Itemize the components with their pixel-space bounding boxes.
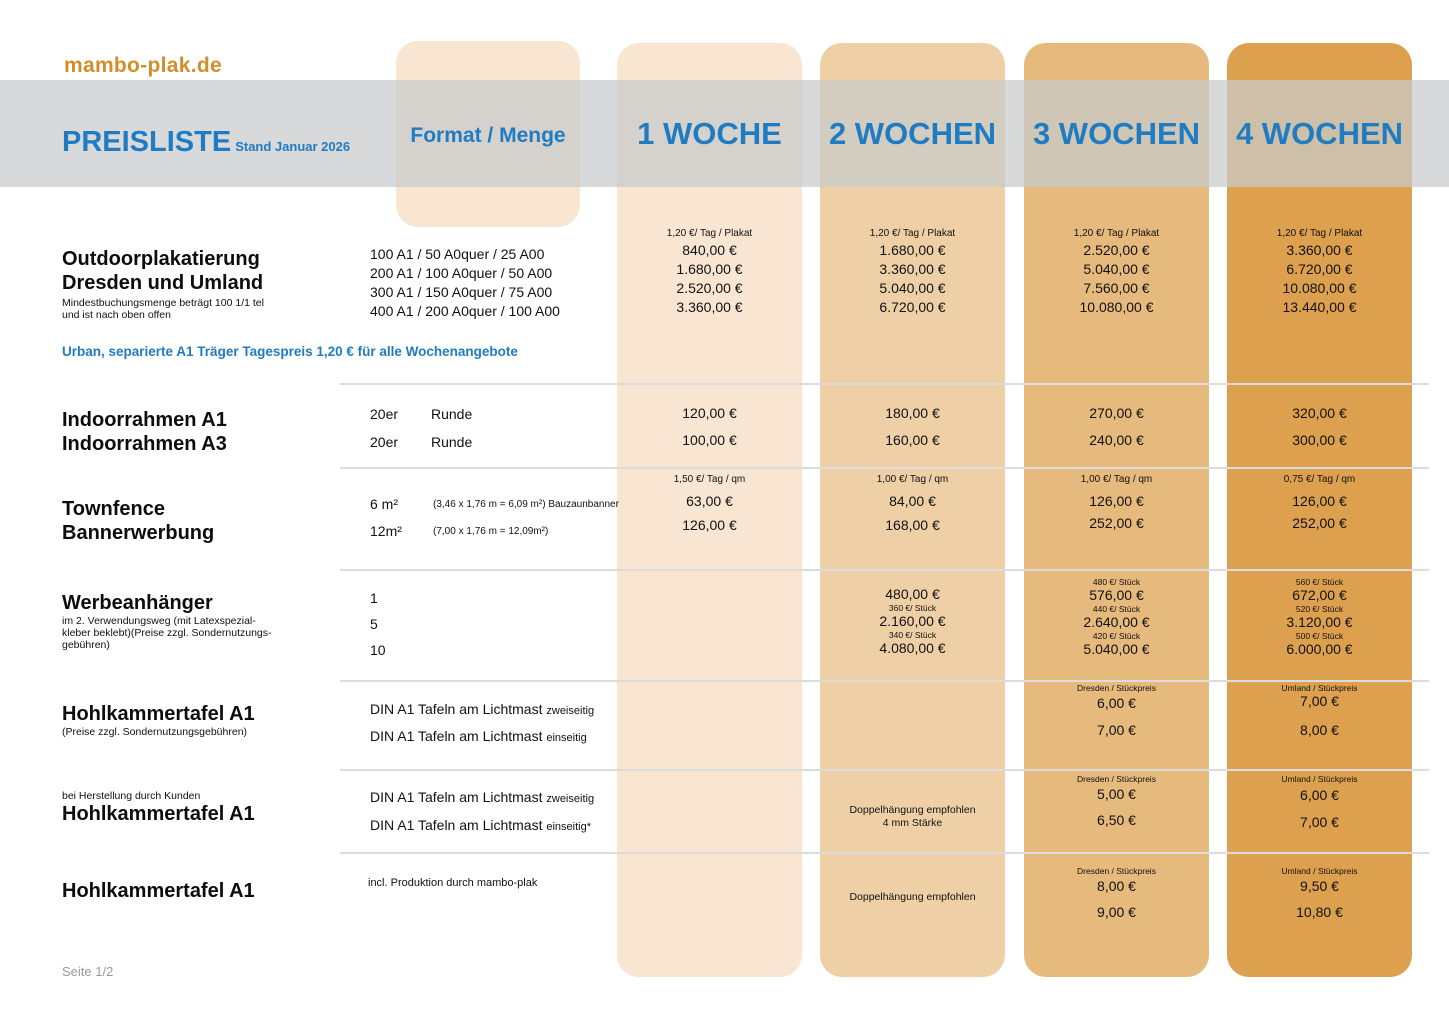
price: 84,00 €	[889, 493, 936, 509]
outdoor-week3-prices	[1024, 227, 1209, 317]
unit-price-label: 520 €/ Stück	[1295, 604, 1344, 614]
townfence-title	[62, 497, 214, 545]
unit-price-label: 500 €/ Stück	[1295, 631, 1344, 641]
umland-label: Umland / Stückpreis	[1281, 866, 1358, 876]
townfence-title-line2: Bannerwerbung	[62, 522, 215, 544]
hk1-format-label: DIN A1 Tafeln am Lichtmast	[370, 728, 543, 744]
outdoor-title-line1: Outdoorplakatierung	[62, 248, 260, 270]
price: 10.080,00 €	[1282, 280, 1357, 296]
outdoor-format: 400 A1 / 200 A0quer / 100 A00	[370, 303, 560, 319]
hk1-title: Hohlkammertafel A1	[62, 703, 255, 725]
price: 2.160,00 €	[879, 613, 946, 629]
townfence-size-12: 12m²	[370, 523, 402, 539]
title-text: PREISLISTE	[62, 126, 232, 158]
week3-header: 3 WOCHEN	[1032, 116, 1201, 151]
format-header: Format / Menge	[410, 124, 566, 147]
umland-label: Umland / Stückpreis	[1281, 774, 1358, 784]
row-divider	[340, 852, 1429, 854]
price: 7.560,00 €	[1083, 280, 1150, 296]
price: 7,00 €	[1097, 722, 1136, 738]
price: 63,00 €	[686, 493, 733, 509]
price: 2.520,00 €	[676, 280, 743, 296]
price: 1.680,00 €	[879, 242, 946, 258]
hk2-week2-note	[820, 804, 1005, 830]
week2-header: 2 WOCHEN	[828, 116, 997, 151]
price: 9,50 €	[1300, 878, 1339, 894]
werbeanhaenger-title: Werbeanhänger	[62, 592, 213, 614]
hk2-format	[370, 789, 594, 805]
price: 240,00 €	[1089, 432, 1144, 448]
row-divider	[340, 383, 1429, 385]
hk2-format-label: DIN A1 Tafeln am Lichtmast	[370, 817, 543, 833]
price: 480,00 €	[885, 586, 940, 602]
price: 10.080,00 €	[1079, 299, 1154, 315]
hk2-format-label: DIN A1 Tafeln am Lichtmast	[370, 789, 543, 805]
page-title	[62, 126, 350, 159]
hk1-format-label: DIN A1 Tafeln am Lichtmast	[370, 701, 543, 717]
unit-price-label: 340 €/ Stück	[888, 630, 937, 640]
stand-date: Stand Januar 2026	[235, 139, 351, 154]
price: 3.360,00 €	[879, 261, 946, 277]
indoor-qty: 20er	[370, 406, 399, 422]
indoor-title	[62, 408, 227, 456]
umland-label: Umland / Stückpreis	[1281, 683, 1358, 693]
price: 3.360,00 €	[1286, 242, 1353, 258]
werbeanhaenger-qty: 10	[370, 642, 386, 658]
week4-header: 4 WOCHEN	[1235, 116, 1404, 151]
rate-label: 1,20 €/ Tag / Plakat	[1073, 228, 1160, 239]
price: 300,00 €	[1292, 432, 1347, 448]
outdoor-note-line2: und ist nach oben offen	[62, 309, 171, 321]
brand-logo[interactable]: mambo-plak.de	[64, 54, 222, 77]
hk3-format: incl. Produktion durch mambo-plak	[368, 877, 538, 889]
rate-label: 1,20 €/ Tag / Plakat	[1276, 228, 1363, 239]
werbeanhaenger-note-line: gebühren)	[62, 639, 110, 651]
hk2-format-side: einseitig*	[546, 821, 592, 833]
hk1-umland	[1227, 683, 1412, 738]
price: 9,00 €	[1097, 904, 1136, 920]
price: 1.680,00 €	[676, 261, 743, 277]
hk2-format-side: zweiseitig	[546, 793, 595, 805]
price: 252,00 €	[1292, 515, 1347, 531]
price: 6.720,00 €	[1286, 261, 1353, 277]
hk1-dresden	[1024, 683, 1209, 738]
outdoor-note	[62, 297, 264, 321]
price: 7,00 €	[1300, 693, 1339, 709]
hk3-dresden	[1024, 866, 1209, 920]
price: 5.040,00 €	[1083, 641, 1150, 657]
price: 120,00 €	[682, 405, 737, 421]
price: 8,00 €	[1300, 722, 1339, 738]
price: 6.000,00 €	[1286, 641, 1353, 657]
price: 5.040,00 €	[1083, 261, 1150, 277]
price: 5.040,00 €	[879, 280, 946, 296]
rate-label: 1,00 €/ Tag / qm	[876, 474, 949, 485]
price: 6,50 €	[1097, 812, 1136, 828]
hk2-note-line: 4 mm Stärke	[882, 817, 943, 829]
price: 840,00 €	[682, 242, 737, 258]
hk1-format-side: einseitig	[546, 732, 587, 744]
price: 6.720,00 €	[879, 299, 946, 315]
price: 180,00 €	[885, 405, 940, 421]
price: 13.440,00 €	[1282, 299, 1357, 315]
indoor-unit: Runde	[431, 434, 473, 450]
price: 7,00 €	[1300, 814, 1339, 830]
price: 126,00 €	[1292, 493, 1347, 509]
werbeanhaenger-note-line: kleber beklebt)(Preise zzgl. Sondernutzungs-	[62, 627, 272, 639]
outdoor-format: 200 A1 / 100 A0quer / 50 A00	[370, 265, 553, 281]
outdoor-week1-prices	[617, 227, 802, 317]
werbeanhaenger-week3	[1024, 577, 1209, 658]
unit-price-label: 560 €/ Stück	[1295, 577, 1344, 587]
werbeanhaenger-week2	[820, 586, 1005, 657]
price: 6,00 €	[1097, 695, 1136, 711]
unit-price-label: 480 €/ Stück	[1092, 577, 1141, 587]
dresden-label: Dresden / Stückpreis	[1077, 774, 1156, 784]
row-divider	[340, 680, 1429, 682]
werbeanhaenger-qty: 1	[370, 590, 378, 606]
hk2-pre-note: bei Herstellung durch Kunden	[62, 790, 201, 802]
row-divider	[340, 569, 1429, 571]
price: 252,00 €	[1089, 515, 1144, 531]
row-divider	[340, 769, 1429, 771]
unit-price-label: 420 €/ Stück	[1092, 631, 1141, 641]
page-number: Seite 1/2	[62, 964, 114, 979]
price: 10,80 €	[1296, 904, 1343, 920]
townfence-size-6-note: (3,46 x 1,76 m = 6,09 m²) Bauzaunbanner	[433, 499, 619, 510]
outdoor-week2-prices	[820, 227, 1005, 317]
row-divider	[340, 467, 1429, 469]
hk1-note: (Preise zzgl. Sondernutzungsgebühren)	[62, 726, 248, 738]
townfence-title-line1: Townfence	[62, 498, 165, 520]
werbeanhaenger-note	[62, 615, 272, 651]
price: 160,00 €	[885, 432, 940, 448]
outdoor-week4-prices	[1227, 227, 1412, 317]
hk2-format	[370, 817, 591, 833]
rate-label: 1,00 €/ Tag / qm	[1080, 474, 1153, 485]
outdoor-title-line2: Dresden und Umland	[62, 272, 264, 294]
indoor-qty: 20er	[370, 434, 399, 450]
rate-label: 0,75 €/ Tag / qm	[1283, 474, 1356, 485]
unit-price-label: 440 €/ Stück	[1092, 604, 1141, 614]
price: 126,00 €	[1089, 493, 1144, 509]
werbeanhaenger-qty: 5	[370, 616, 378, 632]
hk1-format	[370, 728, 587, 744]
dresden-label: Dresden / Stückpreis	[1077, 866, 1156, 876]
price: 576,00 €	[1089, 587, 1144, 603]
price: 126,00 €	[682, 517, 737, 533]
werbeanhaenger-note-line: im 2. Verwendungsweg (mit Latexspezial-	[62, 615, 256, 627]
price: 5,00 €	[1097, 786, 1136, 802]
price: 168,00 €	[885, 517, 940, 533]
hk2-umland	[1227, 774, 1412, 830]
hk2-title: Hohlkammertafel A1	[62, 803, 255, 825]
price: 3.360,00 €	[676, 299, 743, 315]
price: 3.120,00 €	[1286, 614, 1353, 630]
outdoor-format-list	[370, 245, 560, 321]
price: 4.080,00 €	[879, 640, 946, 656]
indoor-title-a3: Indoorrahmen A3	[62, 433, 227, 455]
price: 100,00 €	[682, 432, 737, 448]
outdoor-note-line1: Mindestbuchungsmenge beträgt 100 1/1 tel	[62, 297, 264, 309]
dresden-label: Dresden / Stückpreis	[1077, 683, 1156, 693]
rate-label: 1,20 €/ Tag / Plakat	[666, 228, 753, 239]
price: 270,00 €	[1089, 405, 1144, 421]
hk1-format	[370, 701, 594, 717]
outdoor-title	[62, 247, 263, 295]
hk2-dresden	[1024, 774, 1209, 828]
hk3-umland	[1227, 866, 1412, 920]
hk3-title: Hohlkammertafel A1	[62, 880, 255, 902]
price: 8,00 €	[1097, 878, 1136, 894]
hk3-week2-note: Doppelhängung empfohlen	[849, 891, 976, 903]
indoor-unit: Runde	[431, 406, 473, 422]
outdoor-format: 100 A1 / 50 A0quer / 25 A00	[370, 246, 545, 262]
indoor-title-a1: Indoorrahmen A1	[62, 409, 227, 431]
price: 672,00 €	[1292, 587, 1347, 603]
rate-label: 1,20 €/ Tag / Plakat	[869, 228, 956, 239]
werbeanhaenger-week4	[1227, 577, 1412, 658]
hk1-format-side: zweiseitig	[546, 705, 595, 717]
unit-price-label: 360 €/ Stück	[888, 603, 937, 613]
outdoor-format: 300 A1 / 150 A0quer / 75 A00	[370, 284, 553, 300]
price: 2.520,00 €	[1083, 242, 1150, 258]
price: 6,00 €	[1300, 787, 1339, 803]
urban-note: Urban, separierte A1 Träger Tagespreis 1,20 € für alle Wochenangebote	[62, 344, 518, 359]
townfence-size-12-note: (7,00 x 1,76 m = 12,09m²)	[433, 526, 549, 537]
hk2-note-line: Doppelhängung empfohlen	[849, 804, 976, 816]
price: 320,00 €	[1292, 405, 1347, 421]
rate-label: 1,50 €/ Tag / qm	[673, 474, 746, 485]
week1-header: 1 WOCHE	[637, 116, 782, 151]
price: 2.640,00 €	[1083, 614, 1150, 630]
townfence-size-6: 6 m²	[370, 496, 398, 512]
